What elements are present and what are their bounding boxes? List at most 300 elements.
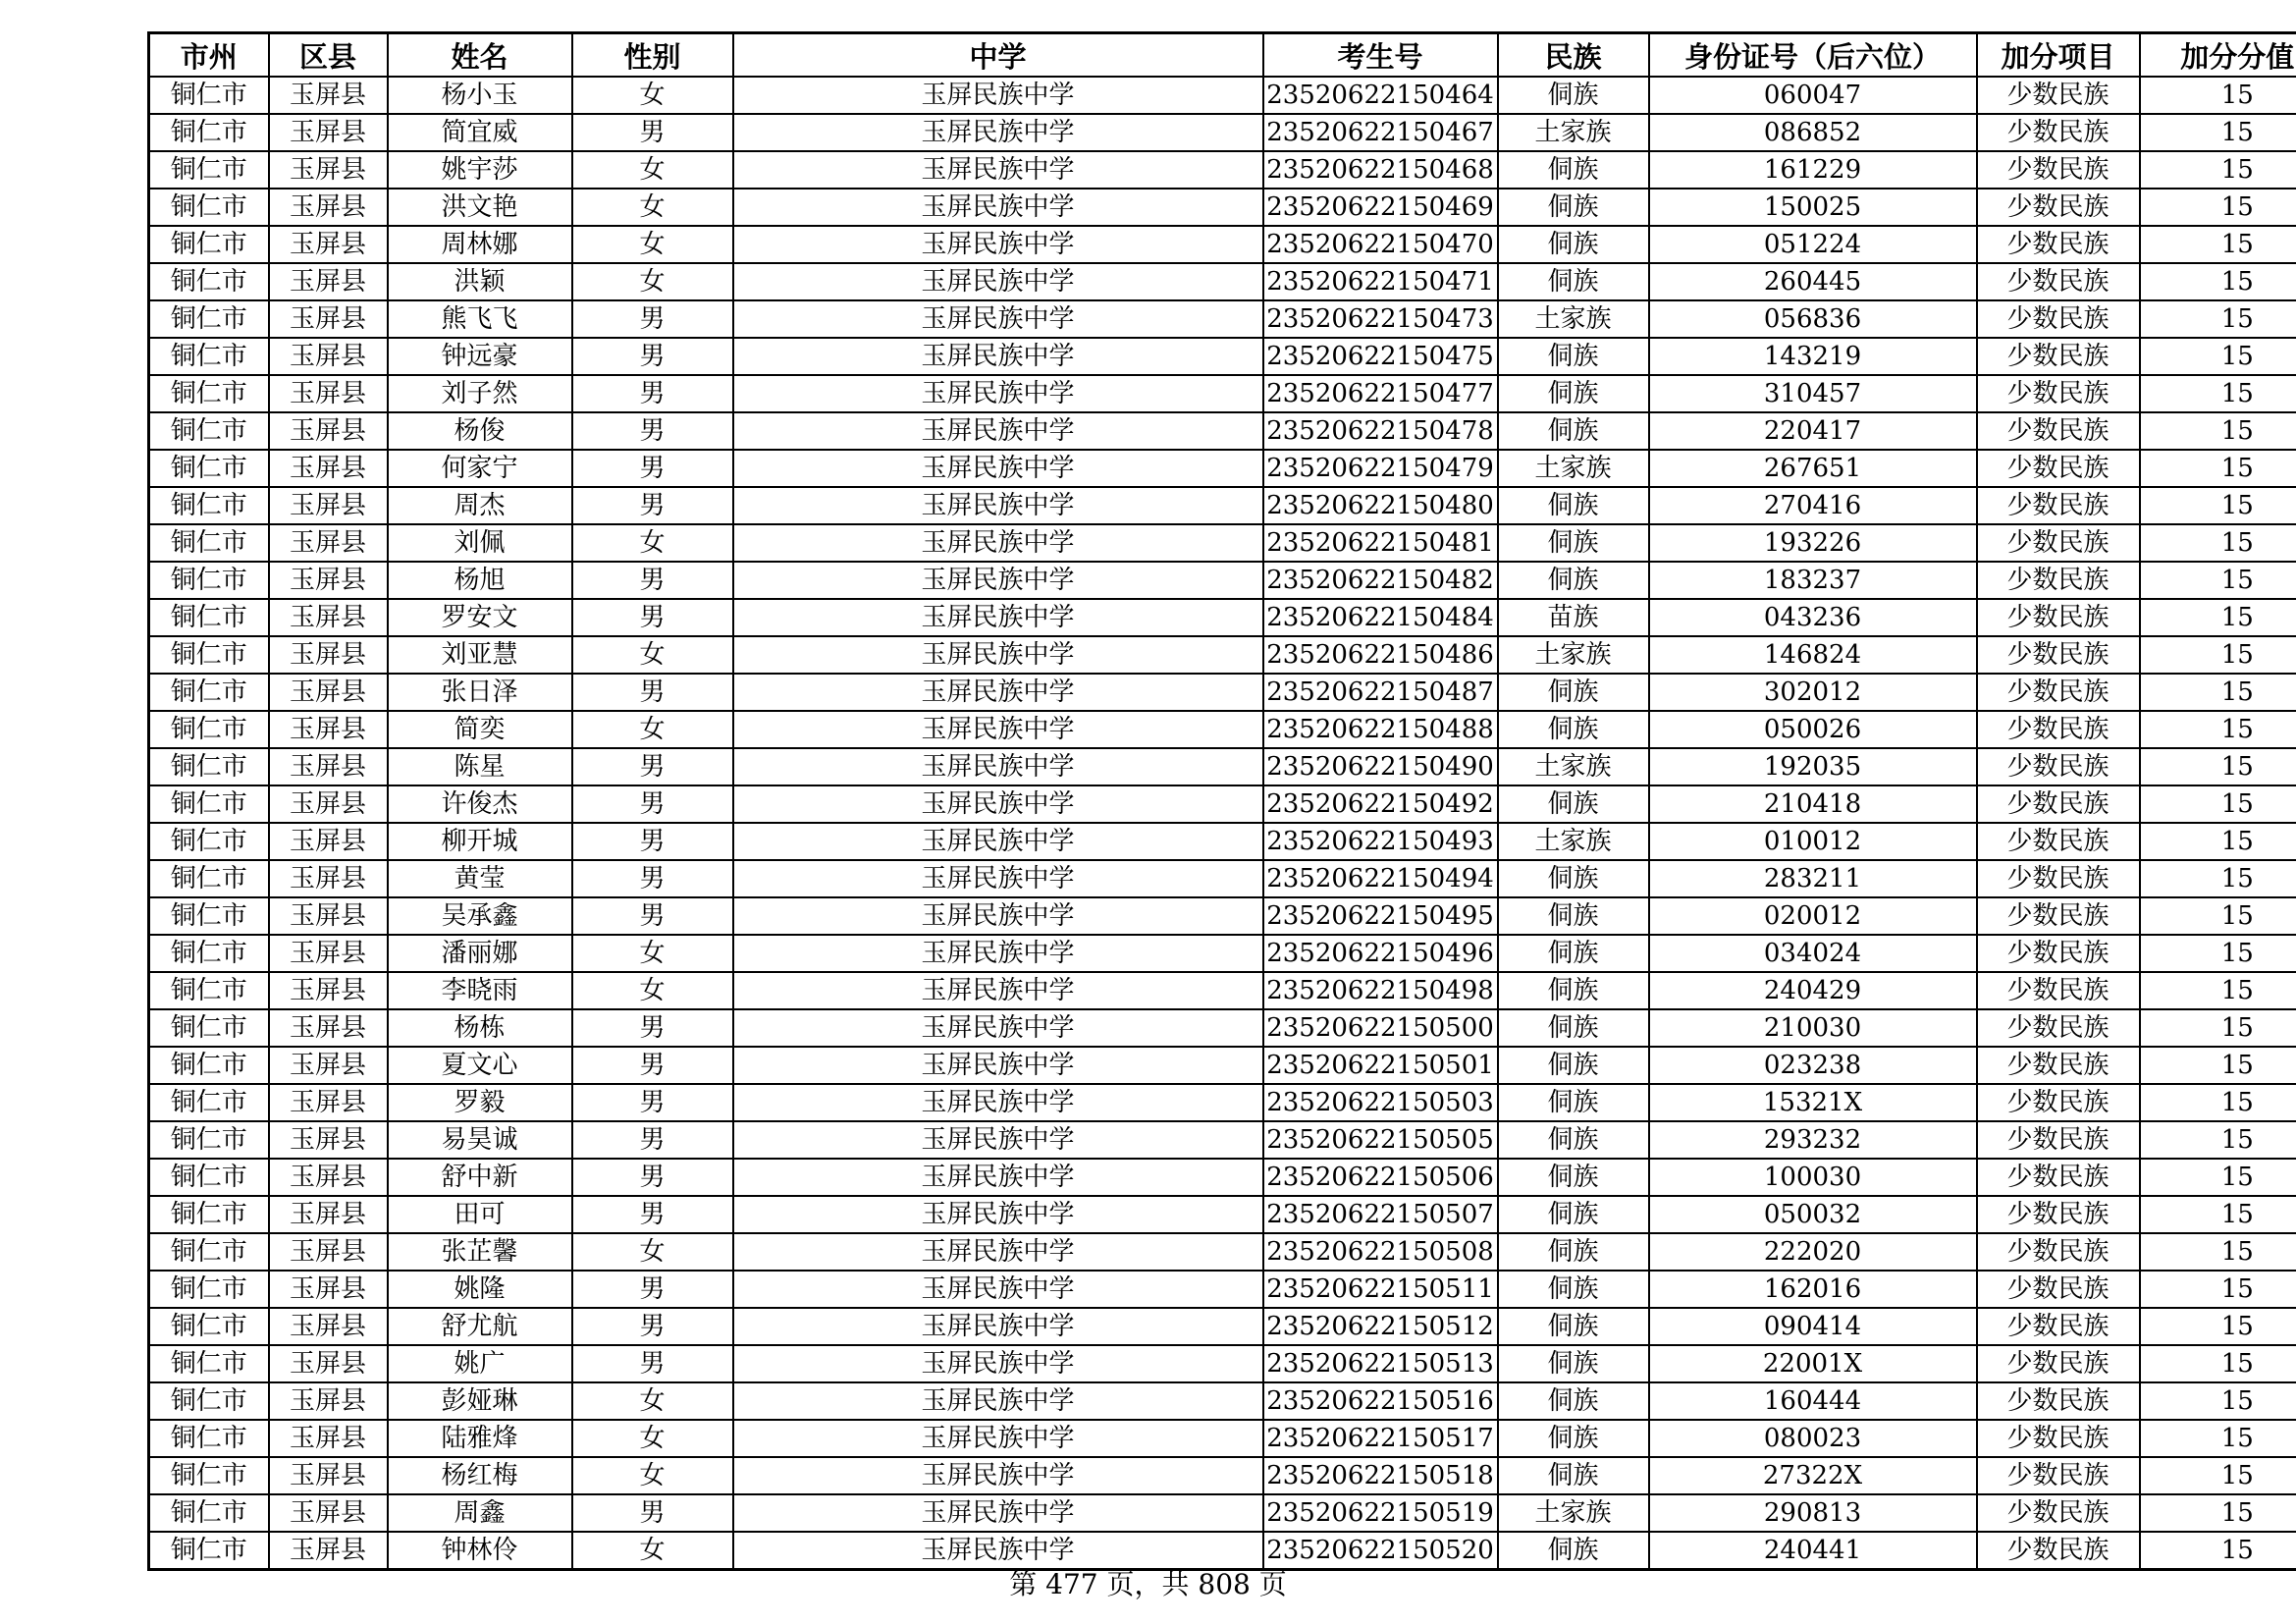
id-suffix-cell: 27322X [1649,1457,1977,1494]
gender-cell: 女 [572,1382,733,1420]
gender-cell: 女 [572,1233,733,1271]
bonus-score-cell: 15 [2140,263,2296,300]
bonus-score-cell: 15 [2140,1084,2296,1121]
school-cell: 玉屏民族中学 [733,1121,1263,1159]
bonus-score-cell: 15 [2140,1345,2296,1382]
id-suffix-cell: 160444 [1649,1382,1977,1420]
ethnicity-cell: 侗族 [1498,412,1649,450]
school-cell: 玉屏民族中学 [733,1532,1263,1570]
city-cell: 铜仁市 [149,636,269,674]
bonus-item-cell: 少数民族 [1977,748,2140,785]
table-row [149,412,2296,450]
city-cell: 铜仁市 [149,1121,269,1159]
bonus-item-cell: 少数民族 [1977,935,2140,972]
school-cell: 玉屏民族中学 [733,1159,1263,1196]
bonus-item-cell: 少数民族 [1977,823,2140,860]
name-cell: 夏文心 [388,1047,572,1084]
exam-id-cell: 23520622150470 [1263,226,1498,263]
exam-id-cell: 23520622150501 [1263,1047,1498,1084]
ethnicity-cell: 土家族 [1498,450,1649,487]
county-cell: 玉屏县 [269,189,388,226]
bonus-score-cell: 15 [2140,1271,2296,1308]
bonus-score-cell: 15 [2140,375,2296,412]
gender-cell: 男 [572,599,733,636]
name-cell: 罗安文 [388,599,572,636]
school-cell: 玉屏民族中学 [733,823,1263,860]
id-suffix-cell: 210418 [1649,785,1977,823]
bonus-item-cell: 少数民族 [1977,375,2140,412]
name-cell: 许俊杰 [388,785,572,823]
table-row [149,77,2296,114]
column-header: 区县 [269,33,388,78]
school-cell: 玉屏民族中学 [733,1084,1263,1121]
id-suffix-cell: 090414 [1649,1308,1977,1345]
name-cell: 姚广 [388,1345,572,1382]
school-cell: 玉屏民族中学 [733,972,1263,1009]
gender-cell: 男 [572,1271,733,1308]
id-suffix-cell: 310457 [1649,375,1977,412]
bonus-item-cell: 少数民族 [1977,1233,2140,1271]
bonus-score-cell: 15 [2140,412,2296,450]
name-cell: 杨红梅 [388,1457,572,1494]
table-row [149,897,2296,935]
id-suffix-cell: 193226 [1649,524,1977,562]
ethnicity-cell: 侗族 [1498,189,1649,226]
exam-id-cell: 23520622150484 [1263,599,1498,636]
table-row [149,1009,2296,1047]
id-suffix-cell: 056836 [1649,300,1977,338]
ethnicity-cell: 侗族 [1498,897,1649,935]
exam-id-cell: 23520622150493 [1263,823,1498,860]
gender-cell: 女 [572,636,733,674]
bonus-item-cell: 少数民族 [1977,1084,2140,1121]
name-cell: 李晓雨 [388,972,572,1009]
exam-id-cell: 23520622150468 [1263,151,1498,189]
exam-id-cell: 23520622150471 [1263,263,1498,300]
id-suffix-cell: 146824 [1649,636,1977,674]
school-cell: 玉屏民族中学 [733,375,1263,412]
id-suffix-cell: 240429 [1649,972,1977,1009]
name-cell: 黄莹 [388,860,572,897]
bonus-score-cell: 15 [2140,189,2296,226]
county-cell: 玉屏县 [269,338,388,375]
city-cell: 铜仁市 [149,1196,269,1233]
id-suffix-cell: 060047 [1649,77,1977,114]
county-cell: 玉屏县 [269,375,388,412]
name-cell: 舒尤航 [388,1308,572,1345]
bonus-score-cell: 15 [2140,823,2296,860]
name-cell: 钟远豪 [388,338,572,375]
school-cell: 玉屏民族中学 [733,1382,1263,1420]
gender-cell: 女 [572,524,733,562]
school-cell: 玉屏民族中学 [733,1494,1263,1532]
name-cell: 洪文艳 [388,189,572,226]
ethnicity-cell: 侗族 [1498,972,1649,1009]
school-cell: 玉屏民族中学 [733,599,1263,636]
name-cell: 张芷馨 [388,1233,572,1271]
county-cell: 玉屏县 [269,1271,388,1308]
school-cell: 玉屏民族中学 [733,711,1263,748]
ethnicity-cell: 侗族 [1498,77,1649,114]
county-cell: 玉屏县 [269,823,388,860]
county-cell: 玉屏县 [269,562,388,599]
table-row [149,524,2296,562]
city-cell: 铜仁市 [149,151,269,189]
bonus-score-cell: 15 [2140,972,2296,1009]
name-cell: 刘子然 [388,375,572,412]
bonus-score-cell: 15 [2140,711,2296,748]
bonus-score-cell: 15 [2140,338,2296,375]
name-cell: 陆雅烽 [388,1420,572,1457]
bonus-score-cell: 15 [2140,114,2296,151]
gender-cell: 女 [572,972,733,1009]
table-row [149,823,2296,860]
bonus-score-cell: 15 [2140,1382,2296,1420]
table-row [149,338,2296,375]
name-cell: 潘丽娜 [388,935,572,972]
name-cell: 钟林伶 [388,1532,572,1570]
city-cell: 铜仁市 [149,823,269,860]
bonus-item-cell: 少数民族 [1977,114,2140,151]
city-cell: 铜仁市 [149,897,269,935]
city-cell: 铜仁市 [149,562,269,599]
ethnicity-cell: 土家族 [1498,636,1649,674]
city-cell: 铜仁市 [149,226,269,263]
bonus-score-cell: 15 [2140,1047,2296,1084]
id-suffix-cell: 020012 [1649,897,1977,935]
county-cell: 玉屏县 [269,412,388,450]
gender-cell: 女 [572,1457,733,1494]
name-cell: 杨小玉 [388,77,572,114]
id-suffix-cell: 010012 [1649,823,1977,860]
county-cell: 玉屏县 [269,450,388,487]
city-cell: 铜仁市 [149,338,269,375]
school-cell: 玉屏民族中学 [733,114,1263,151]
bonus-item-cell: 少数民族 [1977,1532,2140,1570]
county-cell: 玉屏县 [269,748,388,785]
ethnicity-cell: 侗族 [1498,1457,1649,1494]
column-header: 加分分值 [2140,33,2296,78]
gender-cell: 女 [572,151,733,189]
bonus-score-cell: 15 [2140,785,2296,823]
table-row [149,562,2296,599]
id-suffix-cell: 302012 [1649,674,1977,711]
ethnicity-cell: 侗族 [1498,1271,1649,1308]
table-row [149,300,2296,338]
table-row [149,935,2296,972]
table-row [149,263,2296,300]
exam-id-cell: 23520622150475 [1263,338,1498,375]
school-cell: 玉屏民族中学 [733,1009,1263,1047]
gender-cell: 男 [572,1345,733,1382]
city-cell: 铜仁市 [149,375,269,412]
column-header: 市州 [149,33,269,78]
bonus-item-cell: 少数民族 [1977,785,2140,823]
county-cell: 玉屏县 [269,263,388,300]
table-row [149,599,2296,636]
bonus-item-cell: 少数民族 [1977,1159,2140,1196]
bonus-score-cell: 15 [2140,77,2296,114]
ethnicity-cell: 侗族 [1498,562,1649,599]
gender-cell: 女 [572,189,733,226]
city-cell: 铜仁市 [149,711,269,748]
ethnicity-cell: 侗族 [1498,375,1649,412]
county-cell: 玉屏县 [269,1233,388,1271]
exam-id-cell: 23520622150477 [1263,375,1498,412]
gender-cell: 男 [572,338,733,375]
school-cell: 玉屏民族中学 [733,674,1263,711]
table-row [149,375,2296,412]
table-row [149,487,2296,524]
ethnicity-cell: 侗族 [1498,487,1649,524]
bonus-item-cell: 少数民族 [1977,1494,2140,1532]
id-suffix-cell: 050032 [1649,1196,1977,1233]
school-cell: 玉屏民族中学 [733,300,1263,338]
exam-id-cell: 23520622150500 [1263,1009,1498,1047]
gender-cell: 男 [572,412,733,450]
exam-id-cell: 23520622150473 [1263,300,1498,338]
table-row [149,1345,2296,1382]
bonus-item-cell: 少数民族 [1977,226,2140,263]
table-row [149,1121,2296,1159]
exam-id-cell: 23520622150518 [1263,1457,1498,1494]
city-cell: 铜仁市 [149,1271,269,1308]
bonus-score-cell: 15 [2140,1009,2296,1047]
city-cell: 铜仁市 [149,785,269,823]
ethnicity-cell: 侗族 [1498,1084,1649,1121]
city-cell: 铜仁市 [149,263,269,300]
exam-id-cell: 23520622150513 [1263,1345,1498,1382]
table-row [149,189,2296,226]
county-cell: 玉屏县 [269,1345,388,1382]
school-cell: 玉屏民族中学 [733,1308,1263,1345]
city-cell: 铜仁市 [149,1382,269,1420]
exam-id-cell: 23520622150498 [1263,972,1498,1009]
county-cell: 玉屏县 [269,1494,388,1532]
gender-cell: 女 [572,77,733,114]
name-cell: 柳开城 [388,823,572,860]
bonus-score-cell: 15 [2140,1233,2296,1271]
city-cell: 铜仁市 [149,860,269,897]
table-row [149,711,2296,748]
id-suffix-cell: 150025 [1649,189,1977,226]
county-cell: 玉屏县 [269,1420,388,1457]
id-suffix-cell: 051224 [1649,226,1977,263]
ethnicity-cell: 土家族 [1498,114,1649,151]
bonus-score-cell: 15 [2140,1121,2296,1159]
name-cell: 彭娅琳 [388,1382,572,1420]
school-cell: 玉屏民族中学 [733,1271,1263,1308]
ethnicity-cell: 侗族 [1498,1196,1649,1233]
school-cell: 玉屏民族中学 [733,748,1263,785]
gender-cell: 男 [572,1494,733,1532]
county-cell: 玉屏县 [269,1308,388,1345]
gender-cell: 男 [572,674,733,711]
table-row [149,636,2296,674]
name-cell: 周林娜 [388,226,572,263]
id-suffix-cell: 050026 [1649,711,1977,748]
name-cell: 姚宇莎 [388,151,572,189]
id-suffix-cell: 22001X [1649,1345,1977,1382]
city-cell: 铜仁市 [149,1159,269,1196]
id-suffix-cell: 210030 [1649,1009,1977,1047]
name-cell: 熊飞飞 [388,300,572,338]
column-header: 身份证号（后六位） [1649,33,1977,78]
ethnicity-cell: 土家族 [1498,748,1649,785]
school-cell: 玉屏民族中学 [733,636,1263,674]
bonus-item-cell: 少数民族 [1977,1271,2140,1308]
column-header: 加分项目 [1977,33,2140,78]
ethnicity-cell: 侗族 [1498,1159,1649,1196]
bonus-item-cell: 少数民族 [1977,972,2140,1009]
bonus-item-cell: 少数民族 [1977,1382,2140,1420]
bonus-item-cell: 少数民族 [1977,77,2140,114]
ethnicity-cell: 侗族 [1498,1308,1649,1345]
county-cell: 玉屏县 [269,114,388,151]
name-cell: 吴承鑫 [388,897,572,935]
exam-id-cell: 23520622150520 [1263,1532,1498,1570]
ethnicity-cell: 侗族 [1498,1345,1649,1382]
city-cell: 铜仁市 [149,189,269,226]
school-cell: 玉屏民族中学 [733,151,1263,189]
county-cell: 玉屏县 [269,300,388,338]
name-cell: 田可 [388,1196,572,1233]
ethnicity-cell: 侗族 [1498,338,1649,375]
exam-id-cell: 23520622150512 [1263,1308,1498,1345]
table-row [149,114,2296,151]
bonus-score-cell: 15 [2140,897,2296,935]
column-header: 民族 [1498,33,1649,78]
name-cell: 刘亚慧 [388,636,572,674]
bonus-score-cell: 15 [2140,300,2296,338]
exam-id-cell: 23520622150492 [1263,785,1498,823]
exam-id-cell: 23520622150469 [1263,189,1498,226]
bonus-item-cell: 少数民族 [1977,151,2140,189]
school-cell: 玉屏民族中学 [733,263,1263,300]
city-cell: 铜仁市 [149,1532,269,1570]
ethnicity-cell: 土家族 [1498,1494,1649,1532]
exam-id-cell: 23520622150487 [1263,674,1498,711]
results-table [147,31,2296,1571]
ethnicity-cell: 侗族 [1498,1047,1649,1084]
county-cell: 玉屏县 [269,674,388,711]
id-suffix-cell: 240441 [1649,1532,1977,1570]
table-row [149,1420,2296,1457]
exam-id-cell: 23520622150511 [1263,1271,1498,1308]
school-cell: 玉屏民族中学 [733,1196,1263,1233]
county-cell: 玉屏县 [269,77,388,114]
gender-cell: 男 [572,785,733,823]
bonus-score-cell: 15 [2140,860,2296,897]
city-cell: 铜仁市 [149,1308,269,1345]
exam-id-cell: 23520622150478 [1263,412,1498,450]
city-cell: 铜仁市 [149,935,269,972]
city-cell: 铜仁市 [149,972,269,1009]
school-cell: 玉屏民族中学 [733,1047,1263,1084]
page-footer: 第 477 页，共 808 页 [1009,1568,1287,1600]
name-cell: 何家宁 [388,450,572,487]
gender-cell: 女 [572,711,733,748]
bonus-item-cell: 少数民族 [1977,263,2140,300]
bonus-item-cell: 少数民族 [1977,1420,2140,1457]
city-cell: 铜仁市 [149,674,269,711]
gender-cell: 男 [572,1308,733,1345]
ethnicity-cell: 侗族 [1498,935,1649,972]
gender-cell: 男 [572,748,733,785]
city-cell: 铜仁市 [149,1009,269,1047]
exam-id-cell: 23520622150480 [1263,487,1498,524]
gender-cell: 女 [572,226,733,263]
bonus-item-cell: 少数民族 [1977,1345,2140,1382]
ethnicity-cell: 侗族 [1498,1233,1649,1271]
city-cell: 铜仁市 [149,450,269,487]
gender-cell: 男 [572,450,733,487]
gender-cell: 男 [572,1121,733,1159]
table-row [149,450,2296,487]
bonus-score-cell: 15 [2140,151,2296,189]
bonus-score-cell: 15 [2140,1532,2296,1570]
table-row [149,1159,2296,1196]
gender-cell: 男 [572,562,733,599]
id-suffix-cell: 023238 [1649,1047,1977,1084]
table-row [149,1233,2296,1271]
ethnicity-cell: 土家族 [1498,823,1649,860]
name-cell: 刘佩 [388,524,572,562]
id-suffix-cell: 267651 [1649,450,1977,487]
table-row [149,1196,2296,1233]
school-cell: 玉屏民族中学 [733,338,1263,375]
school-cell: 玉屏民族中学 [733,524,1263,562]
bonus-item-cell: 少数民族 [1977,450,2140,487]
city-cell: 铜仁市 [149,77,269,114]
ethnicity-cell: 侗族 [1498,1121,1649,1159]
ethnicity-cell: 侗族 [1498,263,1649,300]
city-cell: 铜仁市 [149,524,269,562]
id-suffix-cell: 080023 [1649,1420,1977,1457]
bonus-item-cell: 少数民族 [1977,1457,2140,1494]
exam-id-cell: 23520622150495 [1263,897,1498,935]
bonus-item-cell: 少数民族 [1977,487,2140,524]
city-cell: 铜仁市 [149,1345,269,1382]
bonus-item-cell: 少数民族 [1977,1308,2140,1345]
ethnicity-cell: 土家族 [1498,300,1649,338]
bonus-item-cell: 少数民族 [1977,1121,2140,1159]
table-row [149,1457,2296,1494]
table-row [149,1047,2296,1084]
name-cell: 张日泽 [388,674,572,711]
id-suffix-cell: 143219 [1649,338,1977,375]
school-cell: 玉屏民族中学 [733,77,1263,114]
county-cell: 玉屏县 [269,1121,388,1159]
gender-cell: 女 [572,1420,733,1457]
exam-id-cell: 23520622150467 [1263,114,1498,151]
ethnicity-cell: 侗族 [1498,1420,1649,1457]
bonus-item-cell: 少数民族 [1977,674,2140,711]
county-cell: 玉屏县 [269,1532,388,1570]
ethnicity-cell: 侗族 [1498,674,1649,711]
name-cell: 陈星 [388,748,572,785]
bonus-score-cell: 15 [2140,1308,2296,1345]
gender-cell: 男 [572,1084,733,1121]
exam-id-cell: 23520622150519 [1263,1494,1498,1532]
bonus-score-cell: 15 [2140,562,2296,599]
bonus-item-cell: 少数民族 [1977,1196,2140,1233]
county-cell: 玉屏县 [269,636,388,674]
gender-cell: 男 [572,487,733,524]
name-cell: 舒中新 [388,1159,572,1196]
exam-id-cell: 23520622150486 [1263,636,1498,674]
bonus-item-cell: 少数民族 [1977,1047,2140,1084]
